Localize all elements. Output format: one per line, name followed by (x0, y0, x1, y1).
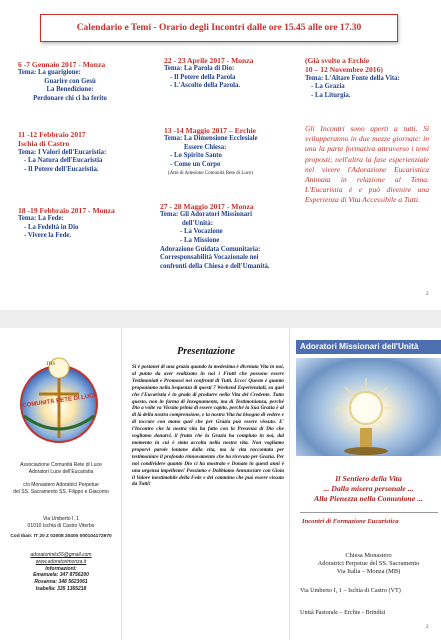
event-line: Guarire con Gesù (44, 77, 96, 85)
event-line: - L'Ascolto della Parola. (170, 82, 241, 90)
event-line: Tema: La Fede: (18, 215, 64, 223)
event-line: - Il Potere dell'Eucaristia. (24, 165, 99, 173)
contacts (4, 552, 118, 593)
event-date: 18 -19 Febbraio 2017 - Monza (18, 206, 115, 215)
association-name (4, 462, 118, 476)
page-number: 2 (426, 292, 429, 297)
event-date: (Già svolto a Erchie (305, 56, 370, 65)
event-note: (Atto di Adesione Comunità Rete di Luce) (168, 170, 253, 176)
contact-heading: Informazioni: (45, 565, 77, 572)
event-extra: Corresponsabilità Vocazionale nei (160, 254, 259, 262)
venue-erchie: Unità Pastorale – Erchie - Brindisi (300, 609, 386, 616)
presentazione-title: Presentazione (177, 346, 235, 357)
event-extra: Adorazione Guidata Comunitaria: (160, 245, 261, 253)
event-line: Tema: La Dimensione Ecclesiale (164, 135, 258, 143)
divider-line (300, 512, 438, 513)
monastery-line: c/o Monastero Adoratrici Perpetue (23, 482, 99, 488)
eucharist-photo (296, 358, 441, 456)
event-block-april (164, 56, 294, 91)
page-number: 2 (426, 625, 429, 630)
association-address (4, 516, 118, 530)
brochure-page-calendar (0, 0, 441, 310)
address-line: 01010 Ischia di Castro Viterbo (27, 522, 95, 529)
community-logo (6, 346, 112, 446)
tagline-line: Alla Pienezza nella Comunione ... (314, 494, 423, 503)
event-date: 13 -14 Maggio 2017 – Erchie (164, 126, 257, 135)
event-place: Ischia di Castro (18, 139, 70, 149)
event-line: - La Fedeltà in Dio (24, 223, 79, 231)
event-line: - La Liturgia. (311, 91, 351, 99)
event-line: - Vivere la Fede. (24, 232, 72, 240)
event-line: Tema: La Parola di Dio: (164, 65, 235, 73)
event-block-january (18, 60, 148, 104)
monastery-info (4, 482, 118, 496)
contact-website[interactable]: www.adoratorimonza.it (35, 558, 87, 565)
contact-phone: Emanuela: 347 8756200 (33, 572, 89, 579)
venue-line: Via Italia – Monza (MB) (336, 568, 401, 576)
event-line: - Lo Spirito Santo (170, 152, 222, 160)
brochure-page-cover (0, 328, 441, 640)
event-date: 6 -7 Gennaio 2017 - Monza (18, 60, 106, 69)
venue-line: Adoratrici Perpetue del SS. Sacramento (317, 560, 420, 568)
event-line: - Il Potere della Parola (170, 73, 236, 81)
event-block-february-ischia (18, 130, 148, 174)
event-date: 22 - 23 Aprile 2017 - Monza (164, 56, 254, 65)
event-line: - La Vocazione (180, 228, 223, 236)
logo-text: COMUNITÀ RETE DI LUCE (22, 392, 98, 410)
tagline-line: Il Sentiero della Vita (335, 474, 402, 483)
event-line: Essere Chiesa: (184, 143, 227, 151)
event-date: 27 - 28 Maggio 2017 - Monza (160, 202, 254, 211)
calendar-header-text: Calendario e Temi - Orario degli Incontri dalle ore 15.45 alle ore 17.30 (76, 23, 362, 33)
event-line: Perdonare chi ci ha ferito (33, 95, 107, 103)
column-divider (121, 328, 122, 640)
contact-phone: Isabella: 335 1365218 (35, 585, 87, 592)
event-extra: confronti della Chiesa e dell'Umanità. (160, 262, 270, 270)
tagline-line: ... Dalla misera personale ... (323, 484, 414, 493)
monstrance-image (296, 358, 441, 456)
event-block-february-monza (18, 206, 158, 241)
event-line: dell'Unità: (182, 219, 213, 227)
presentazione-body: Si è postanei di una grazia quando la medesima è divenuta Vita in noi, al punto da aver realizzato in noi i Frutti che possono essere Testimoniati e Promossi nei confronti di Tutti. Ecco! Questo è quanto proponiamo nella Sequenza di questi 7 Weekend Esperienziali, su quel che l'Eucaristia è in grado di produrre nella Vita del Credente. Tutto questo, non in forma di Insegnamento, ma di Testimonianza, perché Dio a volte va Vissuto prima di essere capito, perché la Sua Grazia è al di là della nostra comprensione, e la nostra Vita ha bisogno di vedere e di toccare con mano quel che per Grazia può essere vissuto. E' l'Incontro che la nostra vita ha fatto con la Presenza di Dio che vogliamo donarvi, il frutto che la Grazia ha compiuto in noi, dal momento in cui è stata accolta nella nostra vita. Non vogliamo proporvi parole lontane dalla vita, ma la vita raccontata per testimoniare il profondo rinnovamento che ha ricevuto per Grazia. Per noi condividere quanto Dio ci ha mostrato e Donato in questi anni è una urgenza impellente! Possiamo e Dobbiamo Annunciare con Gioia il Valore inestimabile della Fede e del cammino che può essere vissuto da Tutti! (132, 364, 284, 488)
iban-code: Cod Iban: IT 20 Z 02008 20400 000104172970 (10, 534, 112, 539)
event-date: 11 -12 Febbraio 2017 (18, 130, 86, 139)
event-line: Tema: I Valori dell'Eucaristia: (18, 148, 107, 156)
event-line: - La Natura dell'Eucaristia (24, 157, 103, 165)
association-line: Adoratori Luce dell'Eucaristia (28, 468, 94, 475)
association-line: Associazione Comunità Rete di Luce (20, 462, 102, 468)
column-divider (289, 328, 290, 640)
adoratori-banner: Adoratori Missionari dell'Unità (296, 340, 441, 354)
venue-line: Chiesa Monastero (345, 552, 392, 559)
event-block-may-monza (160, 202, 300, 271)
contact-email[interactable]: adoratorimlu55@gmail.com (30, 552, 92, 558)
event-block-november (305, 56, 435, 100)
venue-ischia: Via Umberto I, 1 – Ischia di Castro (VT) (300, 587, 401, 594)
event-line: Tema: La guarigione: (18, 69, 81, 77)
venue-monza (296, 552, 441, 577)
event-line: Tema: Gli Adoratori Missionari (160, 211, 253, 219)
event-line: - Come un Corpo (170, 161, 221, 169)
tagline (296, 474, 441, 504)
address-line: Via Umberto I, 1 (42, 516, 80, 522)
event-line: Tema: L'Altare Fonte della Vita: (305, 74, 400, 82)
incontri-title: Incontri di Formazione Eucaristica (302, 518, 399, 525)
monastery-line: del SS. Sacramento SS. Filippo e Giacomo (13, 488, 109, 495)
calendar-header-box (40, 14, 398, 42)
event-block-may-erchie (164, 126, 294, 177)
event-line: - La Missione (180, 237, 220, 245)
event-line: - La Grazia (311, 83, 345, 91)
info-note: Gli Incontri sono aperti a tutti. Si svilupperanno in due mezze giornate: in una la parte formativa attraverso i temi proposti; nell'altra la fase esperienziale nel vivere l'Adorazione Eucaristica Animata in relazione al Tema. L'Eucaristia è e può divenire una Esperienza di Vita Accessibile a Tutti. (305, 124, 429, 205)
logo-letters: JHS (46, 362, 56, 367)
event-date-range: 10 – 12 Novembre 2016) (305, 65, 383, 75)
event-line: La Benedizione: (46, 86, 94, 94)
contact-phone: Rosanna: 348 5623061 (34, 579, 88, 586)
